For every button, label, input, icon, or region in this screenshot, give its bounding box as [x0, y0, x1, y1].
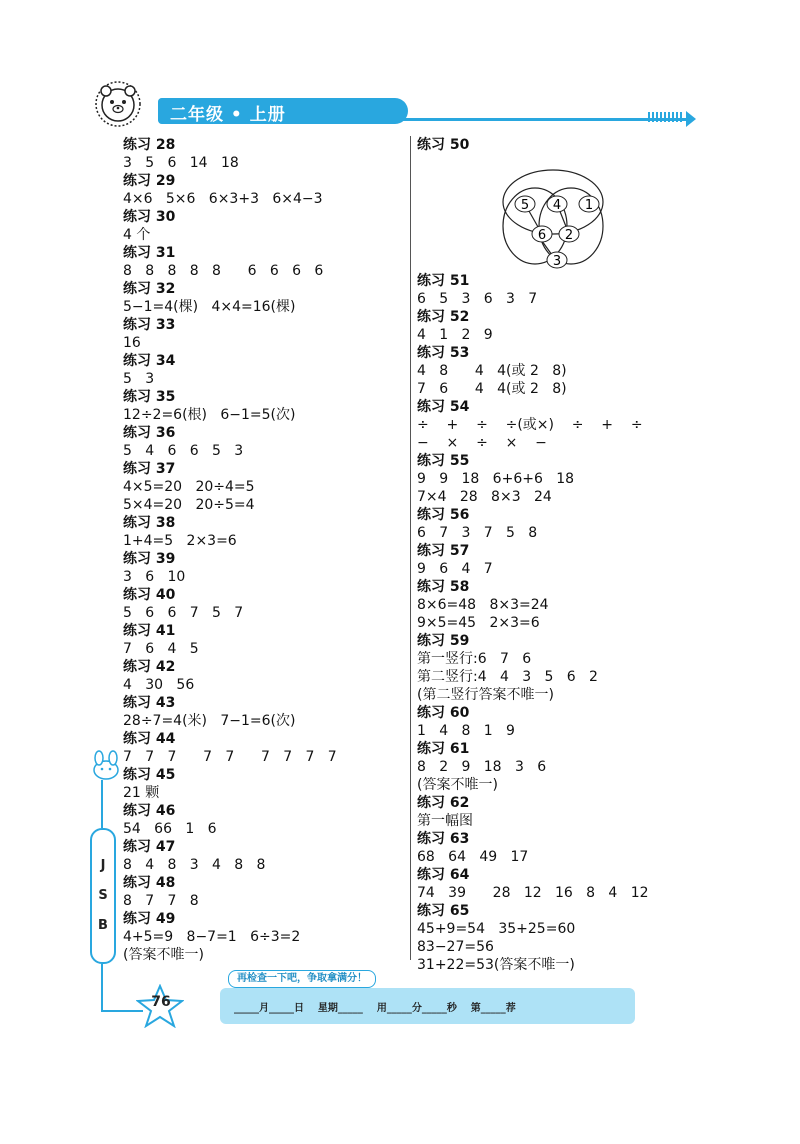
answer-line: 9×5=45 2×3=6 — [417, 615, 540, 631]
exercise-heading: 练习 47 — [123, 839, 176, 855]
bunny-icon — [86, 748, 126, 788]
answer-line: 4+5=9 8−7=1 6÷3=2 — [123, 929, 301, 945]
answer-line: 3 5 6 14 18 — [123, 155, 239, 171]
exercise-heading: 练习 50 — [417, 137, 470, 153]
footer-fields: _____月_____日 星期_____ 用_____分_____秒 第_____荐 — [234, 1003, 516, 1014]
answer-line: ÷ + ÷ ÷(或×) ÷ + ÷ — [417, 417, 643, 433]
side-decoration — [80, 748, 140, 1028]
answer-line: 68 64 49 17 — [417, 849, 529, 865]
answer-line: 7 6 4 5 — [123, 641, 199, 657]
diagram-number: 3 — [552, 254, 562, 269]
exercise-heading: 练习 33 — [123, 317, 176, 333]
right-answer-column — [417, 136, 717, 974]
exercise-heading: 练习 36 — [123, 425, 176, 441]
answer-line: 54 66 1 6 — [123, 821, 217, 837]
exercise-heading: 练习 28 — [123, 137, 176, 153]
exercise-heading: 练习 41 — [123, 623, 176, 639]
page-number: 76 — [151, 994, 171, 1010]
answer-line: 4 8 4 4(或 2 8) — [417, 363, 567, 379]
answer-line: 6 5 3 6 3 7 — [417, 291, 538, 307]
exercise-heading: 练习 64 — [417, 867, 470, 883]
page-header — [88, 78, 708, 128]
footer-record — [200, 970, 655, 1030]
answer-line: 5 4 6 6 5 3 — [123, 443, 244, 459]
exercise-heading: 练习 40 — [123, 587, 176, 603]
exercise-heading: 练习 35 — [123, 389, 176, 405]
footer-slogan: 再检查一下吧，争取拿满分！ — [228, 970, 376, 988]
answer-line: 第一竖行:6 7 6 — [417, 651, 532, 667]
exercise-heading: 练习 57 — [417, 543, 470, 559]
answer-line: 74 39 28 12 16 8 4 12 — [417, 885, 649, 901]
side-line — [101, 964, 103, 1012]
answer-line: 21 颗 — [123, 785, 160, 801]
exercise-heading: 练习 62 — [417, 795, 470, 811]
answer-line: 5−1=4(棵) 4×4=16(棵) — [123, 299, 296, 315]
answer-line: 31+22=53(答案不唯一) — [417, 957, 575, 973]
node-3 — [547, 252, 567, 269]
exercise-heading: 练习 29 — [123, 173, 176, 189]
node-2 — [559, 226, 579, 243]
column-divider — [410, 136, 411, 960]
side-pill — [90, 828, 116, 964]
exercise-heading: 练习 60 — [417, 705, 470, 721]
exercise-50-diagram — [417, 154, 687, 272]
answer-line: 16 — [123, 335, 141, 351]
exercise-heading: 练习 37 — [123, 461, 176, 477]
node-1 — [579, 196, 599, 213]
exercise-heading: 练习 59 — [417, 633, 470, 649]
answer-line: 8 4 8 3 4 8 8 — [123, 857, 266, 873]
exercise-heading: 练习 30 — [123, 209, 176, 225]
exercise-heading: 练习 56 — [417, 507, 470, 523]
answer-line: 4 个 — [123, 227, 151, 243]
node-6 — [532, 226, 552, 243]
answer-line: 第二竖行:4 4 3 5 6 2 — [417, 669, 598, 685]
answer-line: 4 1 2 9 — [417, 327, 493, 343]
exercise-heading: 练习 54 — [417, 399, 470, 415]
answer-line: 4×6 5×6 6×3+3 6×4−3 — [123, 191, 323, 207]
side-letter: J — [100, 858, 106, 873]
answer-line: (第二竖行答案不唯一) — [417, 687, 554, 703]
exercise-heading: 练习 63 — [417, 831, 470, 847]
answer-line: 6 7 3 7 5 8 — [417, 525, 538, 541]
diagram-nodes — [515, 196, 599, 269]
left-answer-column — [123, 136, 403, 964]
answer-line: 28÷7=4(米) 7−1=6(次) — [123, 713, 296, 729]
diagram-number: 2 — [564, 228, 574, 243]
exercise-heading: 练习 65 — [417, 903, 470, 919]
answer-line: 第一幅图 — [417, 813, 473, 829]
exercise-heading: 练习 34 — [123, 353, 176, 369]
exercise-heading: 练习 45 — [123, 767, 176, 783]
header-dots — [648, 112, 684, 122]
exercise-heading: 练习 53 — [417, 345, 470, 361]
answer-line: 5 6 6 7 5 7 — [123, 605, 244, 621]
exercise-heading: 练习 46 — [123, 803, 176, 819]
bear-mascot-icon — [88, 78, 154, 128]
answer-line: 3 6 10 — [123, 569, 186, 585]
exercise-heading: 练习 31 — [123, 245, 176, 261]
header-arrow-icon — [686, 111, 696, 127]
answer-line: 9 6 4 7 — [417, 561, 493, 577]
answer-line: 5 3 — [123, 371, 155, 387]
diagram-number: 1 — [584, 198, 594, 213]
answer-line: 8×6=48 8×3=24 — [417, 597, 549, 613]
answer-line: 4×5=20 20÷4=5 — [123, 479, 255, 495]
exercise-heading: 练习 58 — [417, 579, 470, 595]
answer-line: − × ÷ × − — [417, 435, 547, 451]
answer-line: 8 8 8 8 8 6 6 6 6 — [123, 263, 324, 279]
grade-title: 二年级 • 上册 — [170, 105, 286, 125]
exercise-heading: 练习 43 — [123, 695, 176, 711]
exercise-heading: 练习 61 — [417, 741, 470, 757]
answer-line: 7 6 4 4(或 2 8) — [417, 381, 567, 397]
answer-line: (答案不唯一) — [123, 947, 204, 963]
diagram-number: 4 — [552, 198, 562, 213]
answer-line: 7 7 7 7 7 7 7 7 7 — [123, 749, 337, 765]
exercise-heading: 练习 38 — [123, 515, 176, 531]
exercise-heading: 练习 51 — [417, 273, 470, 289]
circle-diagram — [417, 154, 687, 272]
answer-line: 8 7 7 8 — [123, 893, 199, 909]
answer-line: 1 4 8 1 9 — [417, 723, 515, 739]
answer-line: 4 30 56 — [123, 677, 195, 693]
exercise-heading: 练习 39 — [123, 551, 176, 567]
exercise-heading: 练习 48 — [123, 875, 176, 891]
node-5 — [515, 196, 535, 213]
side-letter: S — [98, 888, 108, 903]
exercise-heading: 练习 32 — [123, 281, 176, 297]
diagram-number: 5 — [520, 198, 530, 213]
exercise-heading: 练习 42 — [123, 659, 176, 675]
exercise-heading: 练习 49 — [123, 911, 176, 927]
exercise-heading: 练习 52 — [417, 309, 470, 325]
answer-line: 5×4=20 20÷5=4 — [123, 497, 255, 513]
side-line — [101, 780, 103, 828]
exercise-heading: 练习 44 — [123, 731, 176, 747]
header-rule — [398, 118, 690, 121]
answer-line: 9 9 18 6+6+6 18 — [417, 471, 575, 487]
answer-line: 12÷2=6(根) 6−1=5(次) — [123, 407, 296, 423]
answer-line: 45+9=54 35+25=60 — [417, 921, 576, 937]
answer-line: 8 2 9 18 3 6 — [417, 759, 547, 775]
diagram-number: 6 — [537, 228, 547, 243]
answer-line: (答案不唯一) — [417, 777, 498, 793]
exercise-heading: 练习 55 — [417, 453, 470, 469]
side-letter: B — [98, 918, 108, 933]
answer-line: 83−27=56 — [417, 939, 494, 955]
answer-line: 1+4=5 2×3=6 — [123, 533, 237, 549]
answer-line: 7×4 28 8×3 24 — [417, 489, 552, 505]
